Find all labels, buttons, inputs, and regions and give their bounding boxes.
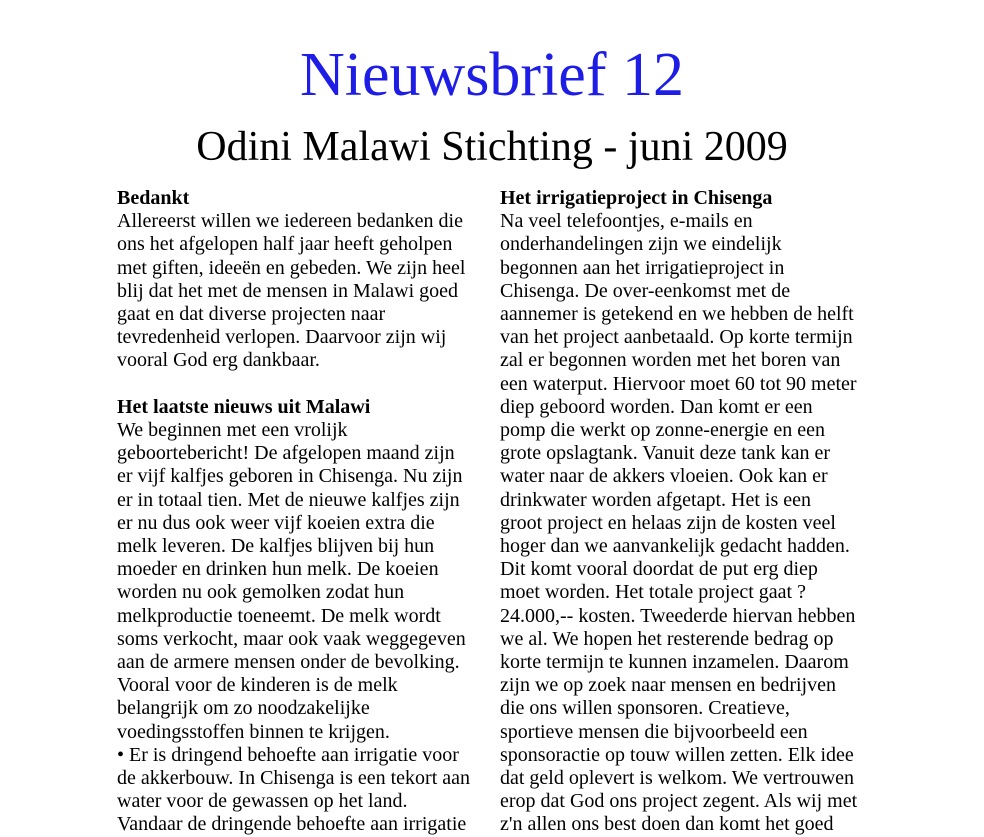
text-line: gaat en dat diverse projecten naar [117, 303, 386, 326]
text-line: we al. We hopen het resterende bedrag op [500, 627, 834, 650]
text-line: dat geld oplevert is welkom. We vertrouwen [500, 767, 855, 790]
text-line: vooral God erg dankbaar. [117, 349, 320, 372]
text-line: zijn we op zoek naar mensen en bedrijven [500, 674, 836, 697]
text-line: water naar de akkers vloeien. Ook kan er [500, 465, 828, 488]
text-line: soms verkocht, maar ook vaak weggegeven [117, 627, 466, 650]
right-column [500, 187, 884, 837]
text-line: drinkwater worden afgetapt. Het is een [500, 488, 811, 511]
text-line: sponsoractie op touw willen zetten. Elk idee [500, 743, 854, 766]
text-line: • Er is dringend behoefte aan irrigatie voor [117, 743, 459, 766]
text-line: grote opslagtank. Vanuit deze tank kan er [500, 442, 831, 465]
text-line: onderhandelingen zijn we eindelijk [500, 233, 782, 256]
text-line: blij dat het met de mensen in Malawi goed [117, 279, 459, 302]
section-bedankt [117, 187, 497, 373]
text-line: Vandaar de dringende behoefte aan irrigatie [117, 813, 467, 836]
text-line: erop dat God ons project zegent. Als wij met [500, 790, 858, 813]
text-line: aannemer is getekend en we hebben de helft [500, 303, 854, 326]
text-line: pomp die werkt op zonne-energie en een [500, 419, 826, 442]
section-laatste-nieuws [117, 396, 497, 837]
text-line: met giften, ideeën en gebeden. We zijn heel [117, 256, 466, 279]
text-line: van het project aanbetaald. Op korte termijn [500, 326, 853, 349]
section-body [117, 210, 497, 372]
text-line: een waterput. Hiervoor moet 60 tot 90 meter [500, 372, 857, 395]
text-line: begonnen aan het irrigatieproject in [500, 256, 785, 279]
text-line: er in totaal tien. Met de nieuwe kalfjes zijn [117, 488, 460, 511]
text-line: aan de armere mensen onder de bevolking. [117, 651, 460, 674]
section-body [117, 419, 497, 837]
text-line: tevredenheid verlopen. Daarvoor zijn wij [117, 326, 447, 349]
section-heading: Het irrigatieproject in Chisenga [500, 187, 773, 209]
text-line: Vooral voor de kinderen is de melk [117, 674, 398, 697]
text-line: de akkerbouw. In Chisenga is een tekort aan [117, 767, 471, 790]
text-line: die ons willen sponsoren. Creatieve, [500, 697, 790, 720]
text-line: moet worden. Het totale project gaat ? [500, 581, 806, 604]
section-heading: Bedankt [117, 187, 190, 209]
text-line: z'n allen ons best doen dan komt het goed [500, 813, 834, 836]
section-body [500, 210, 884, 836]
text-line: Chisenga. De over-eenkomst met de [500, 279, 791, 302]
text-line: zal er begonnen worden met het boren van [500, 349, 841, 372]
newsletter-subtitle: Odini Malawi Stichting - juni 2009 [196, 124, 788, 170]
text-line: water voor de gewassen op het land. [117, 790, 408, 813]
section-heading: Het laatste nieuws uit Malawi [117, 395, 371, 418]
text-line: korte termijn te kunnen inzamelen. Daarom [500, 651, 849, 674]
text-line: worden nu ook gemolken zodat hun [117, 581, 405, 604]
text-line: groot project en helaas zijn de kosten veel [500, 511, 836, 534]
text-line: We beginnen met een vrolijk [117, 419, 348, 442]
text-line: 24.000,-- kosten. Tweederde hiervan hebben [500, 604, 856, 627]
section-irrigatieproject [500, 187, 884, 837]
text-line: moeder en drinken hun melk. De koeien [117, 558, 439, 581]
text-line: ons het afgelopen half jaar heeft geholpen [117, 233, 453, 256]
text-line: melk leveren. De kalfjes blijven bij hun [117, 535, 435, 558]
text-line: Allereerst willen we iedereen bedanken die [117, 210, 463, 233]
left-column [117, 187, 497, 837]
text-line: voedingsstoffen binnen te krijgen. [117, 720, 390, 743]
text-line: geboortebericht! De afgelopen maand zijn [117, 442, 455, 465]
text-line: er vijf kalfjes geboren in Chisenga. Nu zijn [117, 465, 463, 488]
text-line: belangrijk om zo noodzakelijke [117, 697, 370, 720]
text-line: Na veel telefoontjes, e-mails en [500, 210, 753, 233]
newsletter-title: Nieuwsbrief 12 [300, 41, 684, 109]
text-line: er nu dus ook weer vijf koeien extra die [117, 511, 435, 534]
text-line: Dit komt vooral doordat de put erg diep [500, 558, 818, 581]
text-line: diep geboord worden. Dan komt er een [500, 395, 813, 418]
text-line: sportieve mensen die bijvoorbeeld een [500, 720, 808, 743]
text-line: melkproductie toeneemt. De melk wordt [117, 604, 441, 627]
text-line: hoger dan we aanvankelijk gedacht hadden. [500, 535, 850, 558]
